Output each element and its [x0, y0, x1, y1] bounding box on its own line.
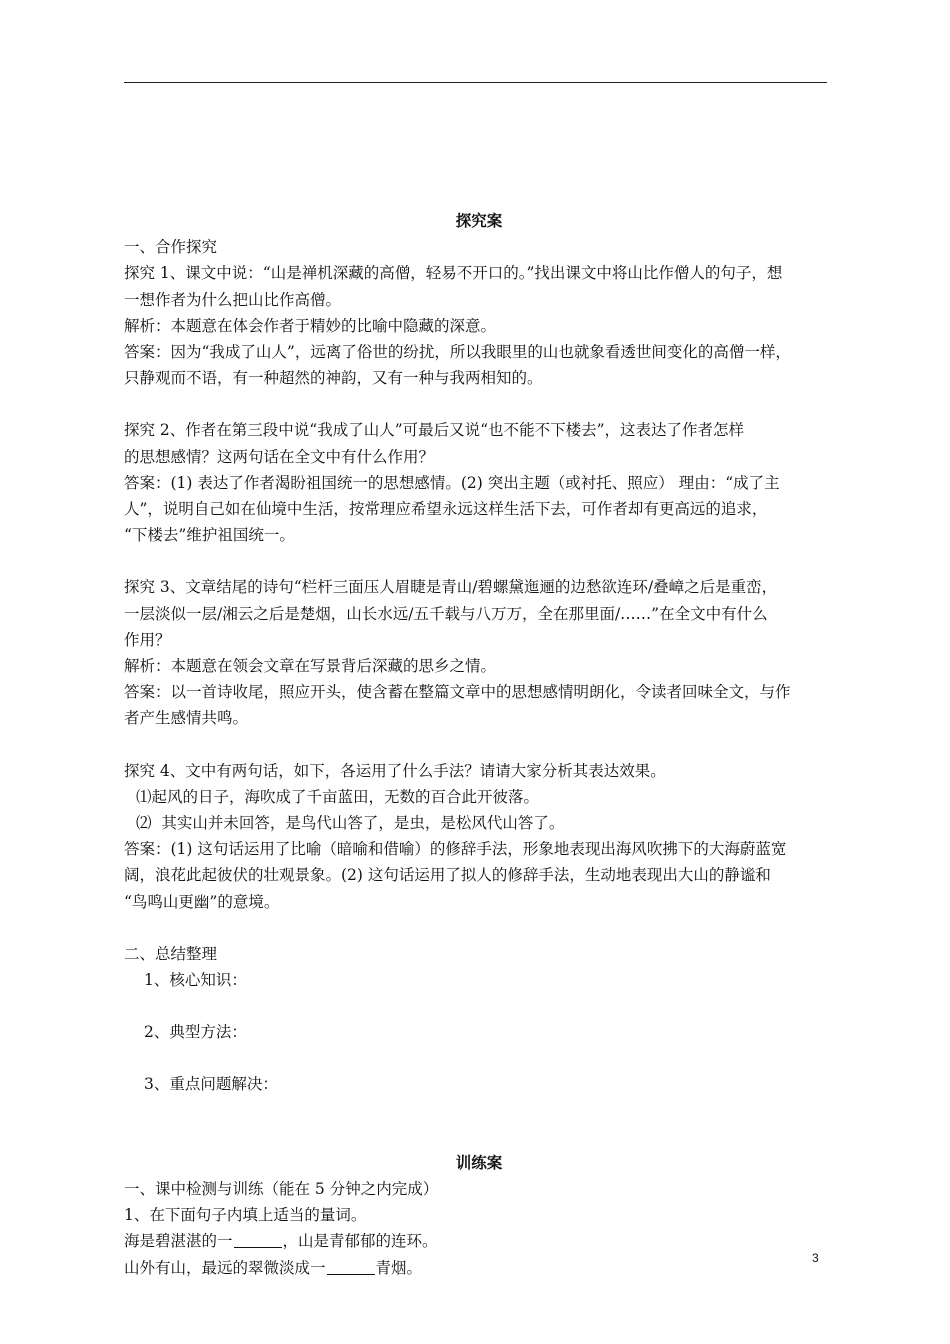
question-1-answer: 答案：因为“我成了山人”，远离了俗世的纷扰，所以我眼里的山也就象看透世间变化的高僧一样，: [124, 343, 791, 362]
question-2-answer: “下楼去”维护祖国统一。: [124, 526, 295, 545]
question-1-answer: 只静观而不语，有一种超然的神韵，又有一种与我两相知的。: [124, 369, 543, 388]
question-3-line: 探究 3、文章结尾的诗句“栏杆三面压人眉睫是青山/碧螺黛迤逦的边愁欲连环/叠嶂之后是重峦，: [124, 578, 778, 597]
question-4-answer: 答案：(1) 这句话运用了比喻（暗喻和借喻）的修辞手法，形象地表现出海风吹拂下的大海蔚蓝宽: [124, 840, 787, 859]
summary-item-key-problem: 3、重点问题解决：: [144, 1075, 278, 1094]
header-rule: [124, 82, 827, 83]
spacer: [124, 391, 834, 417]
fill-in-blank: [234, 1233, 282, 1248]
question-1-line: 探究 1、课文中说：“山是禅机深藏的高僧，轻易不开口的。”找出课文中将山比作僧人的句子，想: [124, 264, 783, 283]
spacer: [124, 993, 834, 1019]
question-3-answer: 答案：以一首诗收尾，照应开头，使含蓄在整篇文章中的思想感情明朗化，令读者回味全文，与作: [124, 683, 791, 702]
sentence-2-before: 山外有山，最远的翠微淡成一: [124, 1258, 326, 1277]
fill-in-blank: [327, 1260, 375, 1275]
question-2-answer: 人”，说明自己如在仙境中生活，按常理应希望永远这样生活下去，可作者却有更高远的追求，: [124, 500, 768, 519]
spacer: [124, 1124, 834, 1150]
question-3-answer: 者产生感情共鸣。: [124, 709, 249, 728]
exercise-1-sentence-1: [124, 1228, 834, 1254]
spacer: [124, 1098, 834, 1124]
summary-item-typical-method: 2、典型方法：: [144, 1023, 247, 1042]
sentence-1-before: 海是碧湛湛的一: [124, 1232, 233, 1251]
spacer: [124, 548, 834, 574]
question-3-line: 一层淡似一层/湘云之后是楚烟，山长水远/五千载与八万万，全在那里面/……”在全文中有什么: [124, 604, 768, 623]
question-3-analysis: 解析：本题意在领会文章在写景背后深藏的思乡之情。: [124, 657, 497, 676]
spacer: [124, 915, 834, 941]
question-2-answer: 答案：(1) 表达了作者渴盼祖国统一的思想感情。(2) 突出主题（或衬托、照应） 理由：“成了主: [124, 473, 780, 492]
heading-summary: 二、总结整理: [124, 944, 218, 963]
sentence-1-after: ，山是青郁郁的连环。: [282, 1232, 438, 1251]
heading-in-class-test: 一、课中检测与训练（能在 5 分钟之内完成）: [124, 1179, 439, 1198]
question-2-line: 的思想感情？这两句话在全文中有什么作用？: [124, 447, 435, 466]
exercise-1-sentence-2: [124, 1255, 834, 1281]
question-2-line: 探究 2、作者在第三段中说“我成了山人”可最后又说“也不能不下楼去”，这表达了作者怎样: [124, 421, 744, 440]
question-4-answer: “鸟鸣山更幽”的意境。: [124, 892, 280, 911]
page-body: [124, 208, 834, 1281]
question-4-line: 探究 4、文中有两句话，如下，各运用了什么手法？请请大家分析其表达效果。: [124, 761, 666, 780]
section-title-xunlian: 训练案: [455, 1152, 503, 1172]
heading-cooperative-inquiry: 一、合作探究: [124, 238, 218, 257]
sentence-2-after: 青烟。: [375, 1258, 423, 1277]
question-1-line: 一想作者为什么把山比作高僧。: [124, 290, 342, 309]
page-number: 3: [812, 1251, 819, 1265]
exercise-1-instruction: 1、在下面句子内填上适当的量词。: [124, 1206, 367, 1225]
spacer: [124, 732, 834, 758]
question-4-sentence-1: ⑴起风的日子，海吹成了千亩蓝田，无数的百合此开彼落。: [136, 787, 540, 806]
question-4-answer: 阔，浪花此起彼伏的壮观景象。(2) 这句话运用了拟人的修辞手法，生动地表现出大山的静谧和: [124, 866, 771, 885]
summary-item-core-knowledge: 1、核心知识：: [144, 971, 247, 990]
question-3-line: 作用？: [124, 630, 171, 649]
spacer: [124, 1045, 834, 1071]
section-title-tanjiu: 探究案: [455, 211, 503, 230]
question-4-sentence-2: ⑵ 其实山并未回答，是鸟代山答了，是虫，是松风代山答了。: [136, 814, 565, 833]
question-1-analysis: 解析：本题意在体会作者于精妙的比喻中隐藏的深意。: [124, 316, 497, 335]
